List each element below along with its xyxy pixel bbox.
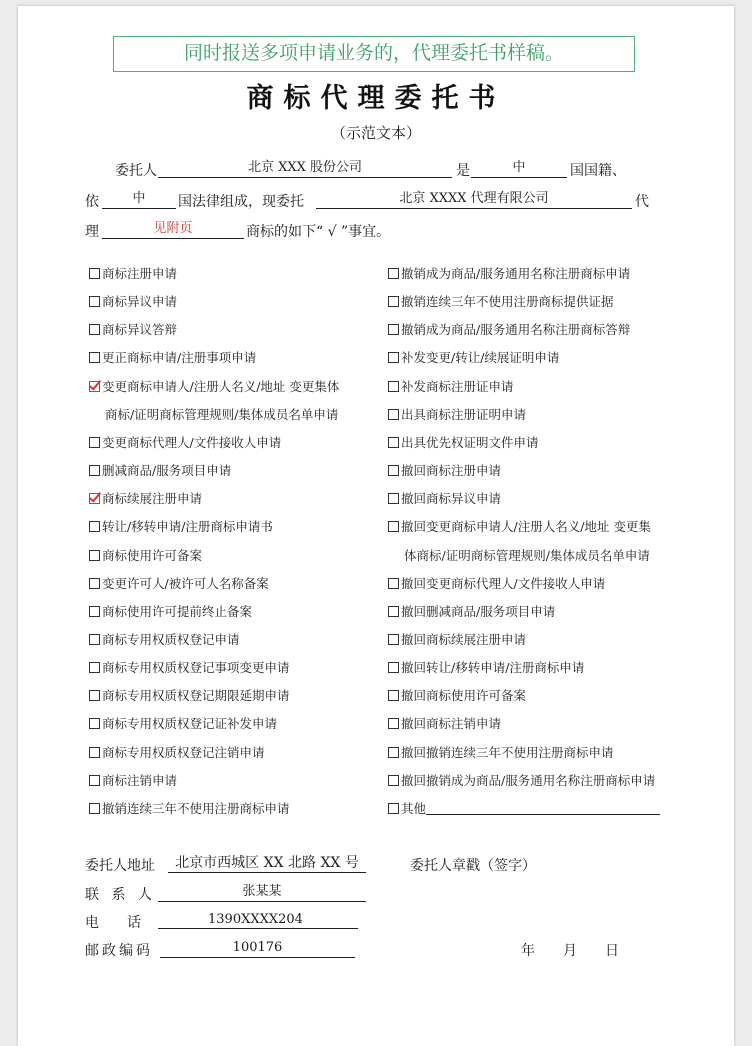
right-item [388,630,526,648]
left-item [89,461,231,479]
checkbox-icon[interactable] [89,578,100,589]
checkbox-icon[interactable] [89,606,100,617]
right-item-label: 撤销连续三年不使用注册商标提供证据 [401,294,614,310]
left-item [89,377,339,395]
para-text-li: 理 [85,224,99,240]
para-text-according: 依 [85,194,99,210]
sample-notice-banner: 同时报送多项申请业务的，代理委托书样稿。 [113,36,635,72]
right-item [404,546,650,564]
checkbox-icon[interactable] [388,409,399,420]
checkbox-icon[interactable] [388,493,399,504]
trademark-field: 见附页 [102,220,244,239]
right-item [388,320,630,338]
right-item-label: 撤回商标异议申请 [401,491,502,507]
left-item-label: 更正商标申请/注册事项申请 [102,350,257,366]
left-item [89,348,256,366]
phone-label: 电 话 [85,915,141,931]
right-item-label: 撤回商标注册申请 [401,463,502,479]
left-item [89,602,252,620]
right-item [388,517,651,535]
left-item-label: 商标专用权质权登记注销申请 [102,744,265,760]
left-item [105,405,338,423]
checkbox-icon[interactable] [388,465,399,476]
left-item-label: 商标专用权质权登记证补发申请 [102,716,278,732]
checkbox-icon[interactable] [89,690,100,701]
client-name-field: 北京 XXX 股份公司 [158,159,452,178]
left-item-label: 商标异议答辩 [102,322,178,338]
left-item [89,320,177,338]
phone-field: 1390XXXX204 [158,911,358,929]
left-item [89,264,177,282]
right-item [388,264,630,282]
checkbox-icon[interactable] [89,437,100,448]
left-item [89,546,202,564]
left-item [89,433,281,451]
checkbox-icon[interactable] [89,747,100,758]
left-item-label: 变更商标申请人/注册人名义/地址 变更集体 [102,378,340,394]
contact-label: 联 系 人 [85,887,156,903]
seal-label: 委托人章戳（签字） [410,858,536,874]
checkbox-icon[interactable] [89,634,100,645]
left-item-label: 商标注册申请 [102,266,178,281]
right-item-label: 体商标/证明商标管理规则/集体成员名单申请 [404,547,650,563]
address-field: 北京市西城区 XX 北路 XX 号 [168,854,366,873]
checkbox-icon[interactable] [388,775,399,786]
para-text-matters: 商标的如下“ √ ”事宜。 [246,224,391,240]
right-item [388,377,514,395]
right-item-label: 撤销成为商品/服务通用名称注册商标答辩 [401,322,631,338]
para-label-client: 委托人 [115,163,157,179]
para-text-is: 是 [456,163,470,179]
left-item-label: 商标异议申请 [102,294,178,310]
left-item-label: 商标/证明商标管理规则/集体成员名单申请 [105,406,339,422]
checkbox-icon[interactable] [89,465,100,476]
left-item-label: 变更商标代理人/文件接收人申请 [102,434,282,450]
right-item-label: 撤回商标续展注册申请 [401,631,527,647]
right-item-label: 撤回变更商标代理人/文件接收人申请 [401,575,606,591]
checkbox-icon[interactable] [89,550,100,561]
checkbox-icon[interactable] [388,718,399,729]
left-item-label: 商标使用许可提前终止备案 [102,603,253,619]
checkbox-icon[interactable] [89,268,100,279]
checkbox-icon[interactable] [388,606,399,617]
right-item-label: 出具商标注册证明申请 [401,406,527,422]
right-item [388,405,526,423]
right-item [388,461,501,479]
right-item-label: 撤回商标注销申请 [401,716,502,732]
right-item-label: 补发商标注册证申请 [401,378,514,394]
date-label: 年 月 日 [521,943,619,959]
right-item [388,574,605,592]
checkbox-icon[interactable] [388,634,399,645]
law-country-field: 中 [102,190,176,209]
right-item [388,348,559,366]
right-item-label: 撤回转让/移转申请/注册商标申请 [401,660,585,676]
left-item-label: 商标续展注册申请 [102,491,203,507]
checkbox-icon[interactable] [388,747,399,758]
left-item [89,771,177,789]
right-item-label: 撤回撤销连续三年不使用注册商标申请 [401,744,614,760]
left-item [89,574,269,592]
checkbox-icon[interactable] [388,381,399,392]
other-blank-line [426,802,660,815]
checkbox-icon[interactable] [89,296,100,307]
checkbox-icon[interactable] [89,352,100,363]
left-item [89,686,290,704]
document-subtitle: （示范文本） [330,124,421,142]
para-text-nationality: 国国籍、 [570,163,626,179]
checked-checkbox-icon[interactable] [89,381,100,392]
left-item [89,714,277,732]
right-item [388,658,584,676]
checkbox-icon[interactable] [388,437,399,448]
checkbox-icon[interactable] [89,521,100,532]
checkbox-icon[interactable] [388,268,399,279]
right-item-label: 撤回商标使用许可备案 [401,688,527,704]
address-label: 委托人地址 [85,858,155,874]
right-item-label: 撤回撤销成为商品/服务通用名称注册商标申请 [401,772,656,788]
right-item [388,433,539,451]
checkbox-icon[interactable] [89,324,100,335]
checkbox-icon[interactable] [388,521,399,532]
left-item-label: 删减商品/服务项目申请 [102,463,232,479]
left-item-label: 商标专用权质权登记期限延期申请 [102,688,290,704]
right-item-label: 补发变更/转让/续展证明申请 [401,350,560,366]
left-item [89,517,273,535]
postal-field: 100176 [160,939,355,958]
checkbox-icon[interactable] [388,690,399,701]
left-item-label: 商标专用权质权登记事项变更申请 [102,660,290,676]
checkbox-icon[interactable] [388,803,399,814]
checkbox-icon[interactable] [388,352,399,363]
checkbox-icon[interactable] [388,324,399,335]
checkbox-icon[interactable] [388,296,399,307]
document-page [18,6,734,1046]
right-item [388,714,501,732]
left-item [89,292,177,310]
right-item [388,686,526,704]
document-title: 商标代理委托书 [246,83,506,114]
left-item-label: 商标注销申请 [102,772,178,788]
left-item [89,630,240,648]
checkbox-icon[interactable] [388,662,399,673]
checkbox-icon[interactable] [388,578,399,589]
right-item [388,799,660,817]
para-text-entrust: 国法律组成，现委托 [178,194,304,210]
checkbox-icon[interactable] [89,775,100,786]
right-item [388,602,555,620]
right-item-label: 撤回变更商标申请人/注册人名义/地址 变更集 [401,519,651,535]
agent-name-field: 北京 XXXX 代理有限公司 [316,190,632,209]
left-item-label: 转让/移转申请/注册商标申请书 [102,519,273,535]
right-item-label: 撤回删减商品/服务项目申请 [401,603,556,619]
left-item-label: 商标专用权质权登记申请 [102,631,240,647]
left-item-label: 变更许可人/被许可人名称备案 [102,575,269,591]
checkbox-icon[interactable] [89,718,100,729]
checked-checkbox-icon[interactable] [89,493,100,504]
left-item [89,658,290,676]
right-item-label: 出具优先权证明文件申请 [401,434,539,450]
right-item [388,292,614,310]
postal-label: 邮政编码 [85,943,153,959]
para-text-dai: 代 [635,194,649,210]
left-item [89,489,202,507]
checkbox-icon[interactable] [89,662,100,673]
left-item-label: 商标使用许可备案 [102,547,203,563]
right-item-label: 其他 [401,800,427,816]
right-item-label: 撤销成为商品/服务通用名称注册商标申请 [401,266,631,281]
left-item-label: 撤销连续三年不使用注册商标申请 [102,800,290,816]
right-item [388,489,501,507]
right-item [388,743,614,761]
left-item [89,799,290,817]
nationality-field: 中 [471,159,567,178]
left-item [89,743,265,761]
checkbox-icon[interactable] [89,803,100,814]
right-item [388,771,655,789]
contact-field: 张某某 [158,883,366,902]
